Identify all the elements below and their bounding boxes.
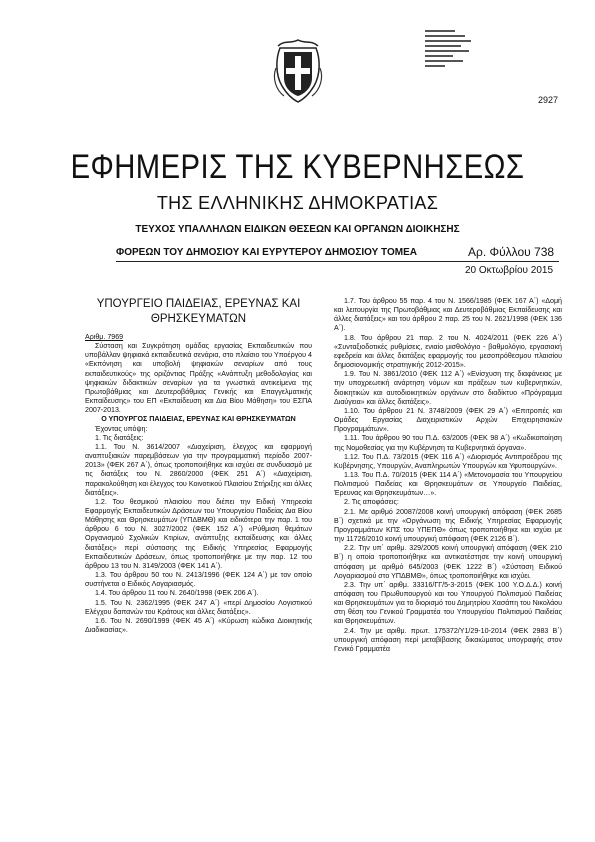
issue-date: 20 Οκτωβρίου 2015 [465, 265, 554, 276]
left-column [85, 297, 312, 635]
decision-subject: Σύσταση και Συγκρότηση ομάδας εργασίας Εκπαιδευτικών που υποβάλλαν ψηφιακά εκπαιδευτικά σενάρια, στο πλαίσιο του Υποέργου 4 «Εκπόνηση και υποβολή ψηφιακών σεναρίων από τους εκπαιδευτικούς» της οριζόντιας Πράξης «Ανάπτυξη μεθοδολογίας και ψηφιακών διδακτικών σεναρίων για τα γνωστικά αντικείμενα της Πρωτοβάθμιας και Δευτεροβάθμιας Γενικής και Επαγγελματικής Εκπαίδευσης» του ΕΠ «Εκπαίδευση και Δια Βίου Μάθηση» του ΕΣΠΑ 2007-2013. [85, 342, 312, 415]
ministry-heading: ΥΠΟΥΡΓΕΙΟ ΠΑΙΔΕΙΑΣ, ΕΡΕΥΝΑΣ ΚΑΙ ΘΡΗΣΚΕΥΜΑΤΩΝ [96, 298, 301, 325]
sheet-number: Αρ. Φύλλου 738 [468, 245, 555, 259]
list-item: 2.1. Με αριθμό 20087/2008 κοινή υπουργική απόφαση (ΦΕΚ 2685 Β΄) σχετικά με την «Οργάνωση της Ειδικής Υπηρεσίας Εφαρμογής Προγραμμάτων ΚΠΣ του ΥΠΕΠΘ» όπως τροποποιήθηκε και ισχύει με την 11726/2010 κοινή υπουργική απόφαση (ΦΕΚ 2126 Β΄). [334, 507, 562, 544]
list-item: 1.5. Του Ν. 2362/1995 (ΦΕΚ 247 Α΄) «περί Δημοσίου Λογιστικού Ελέγχου δαπανών του Κράτους και άλλες διατάξεις». [85, 598, 312, 616]
page-number: 2927 [538, 95, 559, 105]
list-item: 2.2. Την υπ΄ αριθμ. 329/2005 κοινή υπουργική απόφαση (ΦΕΚ 210 Β΄) η οποία τροποποιήθηκε και αντικατέστησε την κοινή υπουργική απόφαση με αριθμό 645/2003 (ΦΕΚ 1222 Β΄) «Σύσταση Ειδικού Λογαριασμού στο ΥΠΔΒΜΘ», όπως τροποποιήθηκε και ισχύει. [334, 544, 562, 580]
list-item: 1.3. Του άρθρου 50 του Ν. 2413/1996 (ΦΕΚ 124 Α΄) με τον οποίο συστήνεται ο Ειδικός Λογαριασμός. [85, 571, 312, 589]
issue-type-line2: ΦΟΡΕΩΝ ΤΟΥ ΔΗΜΟΣΙΟΥ ΚΑΙ ΕΥΡΥΤΕΡΟΥ ΔΗΜΟΣΙΟΥ ΤΟΜΕΑ [116, 247, 417, 258]
list-item: 1.11. Του άρθρου 90 του Π.Δ. 63/2005 (ΦΕΚ 98 Α΄) «Κωδικοποίηση της Νομοθεσίας για την Κυβέρνηση τα Κυβερνητικά όργανα». [334, 434, 562, 452]
issue-type-line1: ΤΕΥΧΟΣ ΥΠΑΛΛΗΛΩΝ ΕΙΔΙΚΩΝ ΘΕΣΕΩΝ ΚΑΙ ΟΡΓΑΝΩΝ ΔΙΟΙΚΗΣΗΣ [135, 224, 460, 235]
list-item: 1.13. Του Π.Δ. 70/2015 (ΦΕΚ 114 Α΄) «Μετονομασία του Υπουργείου Πολιτισμού Παιδείας και Θρησκευμάτων σε Υπουργείο Παιδείας, Έρευνας και Θρησκευμάτων…». [334, 470, 562, 498]
list-item: 2.4. Την με αριθμ. πρωτ. 175372/Υ1/29-10-2014 (ΦΕΚ 2983 Β΄) υπουργική απόφαση περί μεταβίβασης δικαιώματος υπογραφής στον Γενικό Γραμματέα [334, 626, 562, 653]
decision-number: Αριθμ. 7969 [85, 333, 124, 341]
gazette-title: ΕΦΗΜΕΡΙΣ ΤΗΣ ΚΥΒΕΡΝΗΣΕΩΣ [70, 148, 525, 186]
list-item: 1.7. Του άρθρου 55 παρ. 4 του Ν. 1566/1985 (ΦΕΚ 167 Α΄) «Δομή και λειτουργία της Πρωτοβάθμιας και Δευτεροβάθμιας Εκπαίδευσης και άλλες διατάξεις» και του άρθρου 2 παρ. 25 του Ν. 2621/1998 (ΦΕΚ 136 Α΄). [334, 297, 562, 333]
laws-heading: 1. Τις διατάξεις: [95, 433, 144, 442]
printer-stamp-icon [425, 30, 477, 80]
list-item: 1.6. Του Ν. 2690/1999 (ΦΕΚ 45 Α΄) «Κύρωση κώδικα Διοικητικής Διαδικασίας». [85, 616, 312, 634]
list-item: 1.8. Του άρθρου 21 παρ. 2 του Ν. 4024/2011 (ΦΕΚ 226 Α΄) «Συνταξιοδοτικές ρυθμίσεις, ενιαίο μισθολόγιο - βαθμολόγιο, εργασιακή εφεδρεία και άλλες διατάξεις εφαρμογής του μεσοπρόθεσμου πλαισίου δημοσιονομικής στρατηγικής 2012-2015». [334, 333, 562, 370]
minister-heading: Ο ΥΠΟΥΡΓΟΣ ΠΑΙΔΕΙΑΣ, ΕΡΕΥΝΑΣ ΚΑΙ ΘΡΗΣΚΕΥΜΑΤΩΝ [101, 415, 296, 424]
gazette-subtitle: ΤΗΣ ΕΛΛΗΝΙΚΗΣ ΔΗΜΟΚΡΑΤΙΑΣ [156, 193, 439, 213]
list-item: 1.1. Του Ν. 3614/2007 «Διαχείριση, έλεγχος και εφαρμογή αναπτυξιακών παρεμβάσεων για την προγραμματική περίοδο 2007-2013» (ΦΕΚ 267 Α΄), όπως τροποποιήθηκε και ισχύει σε συνδυασμό με τις διατάξεις του Ν. 2860/2000 (ΦΕΚ 251 Α΄) «Διαχείριση, παρακολούθηση και έλεγχος του Κοινοτικού Πλαισίου Στήριξης και άλλες διατάξεις». [85, 442, 312, 497]
list-item: 2.3. Την υπ΄ αριθμ. 33316/ΓΓ/5-3-2015 (ΦΕΚ 100 Υ.Ο.Δ.Δ.) κοινή απόφαση του Πρωθυπουργού και του Υπουργού Πολιτισμού Παιδείας και Θρησκευμάτων για το διορισμό του Δημητρίου Χασάπη του Νικολάου στη θέση του Γενικού Γραμματέα του Υπουργείου Πολιτισμού Παιδείας και Θρησκευμάτων. [334, 580, 562, 626]
right-column [334, 297, 562, 654]
list-item: 1.12. Του Π.Δ. 73/2015 (ΦΕΚ 116 Α΄) «Διορισμός Αντιπροέδρου της Κυβέρνησης, Υπουργών, Αναπληρωτών Υπουργών και Υφυπουργών». [334, 452, 562, 470]
coat-of-arms-icon [272, 38, 324, 104]
list-item: 1.4. Του άρθρου 11 του Ν. 2640/1998 (ΦΕΚ 206 Α΄). [95, 589, 259, 598]
having-regard: Έχοντας υπόψη: [95, 424, 148, 433]
list-item: 1.10. Του άρθρου 21 Ν. 3748/2009 (ΦΕΚ 29 Α΄) «Επιτροπές και Ομάδες Εργασίας Διαχειριστικών Αρχών Επιχειρησιακών Προγραμμάτων». [334, 406, 562, 434]
list-item: 1.9. Του Ν. 3861/2010 (ΦΕΚ 112 Α΄) «Ενίσχυση της διαφάνειας με την υποχρεωτική ανάρτηση νόμων και πράξεων των κυβερνητικών, διοικητικών και αυτοδιοικητικών οργάνων στο διαδίκτυο «Πρόγραμμα Διαύγεια» και άλλες διατάξεις». [334, 370, 562, 406]
header-divider [116, 261, 559, 262]
decisions-heading: 2. Τις αποφάσεις: [344, 498, 399, 507]
list-item: 1.2. Του θεσμικού πλαισίου που διέπει την Ειδική Υπηρεσία Εφαρμογής Εκπαιδευτικών Δράσεων του Υπουργείου Παιδείας Δια Βίου Μάθησης και Θρησκευμάτων (ΥΠΔΒΜΘ) και ειδικότερα την παρ. 1 του άρθρου 6 του Ν. 3027/2002 (ΦΕΚ 152 Α΄) «Ρύθμιση θεμάτων Οργανισμού Σχολικών Κτιρίων, ανάπτυξης εκπαίδευσης και άλλες διατάξεις» περί σύστασης της Ειδικής Υπηρεσίας Εφαρμογής Εκπαιδευτικών Δράσεων, όπως τροποποιήθηκε με την παρ. 12 του άρθρου 13 του Ν. 3149/2003 (ΦΕΚ 141 Α΄). [85, 497, 312, 570]
